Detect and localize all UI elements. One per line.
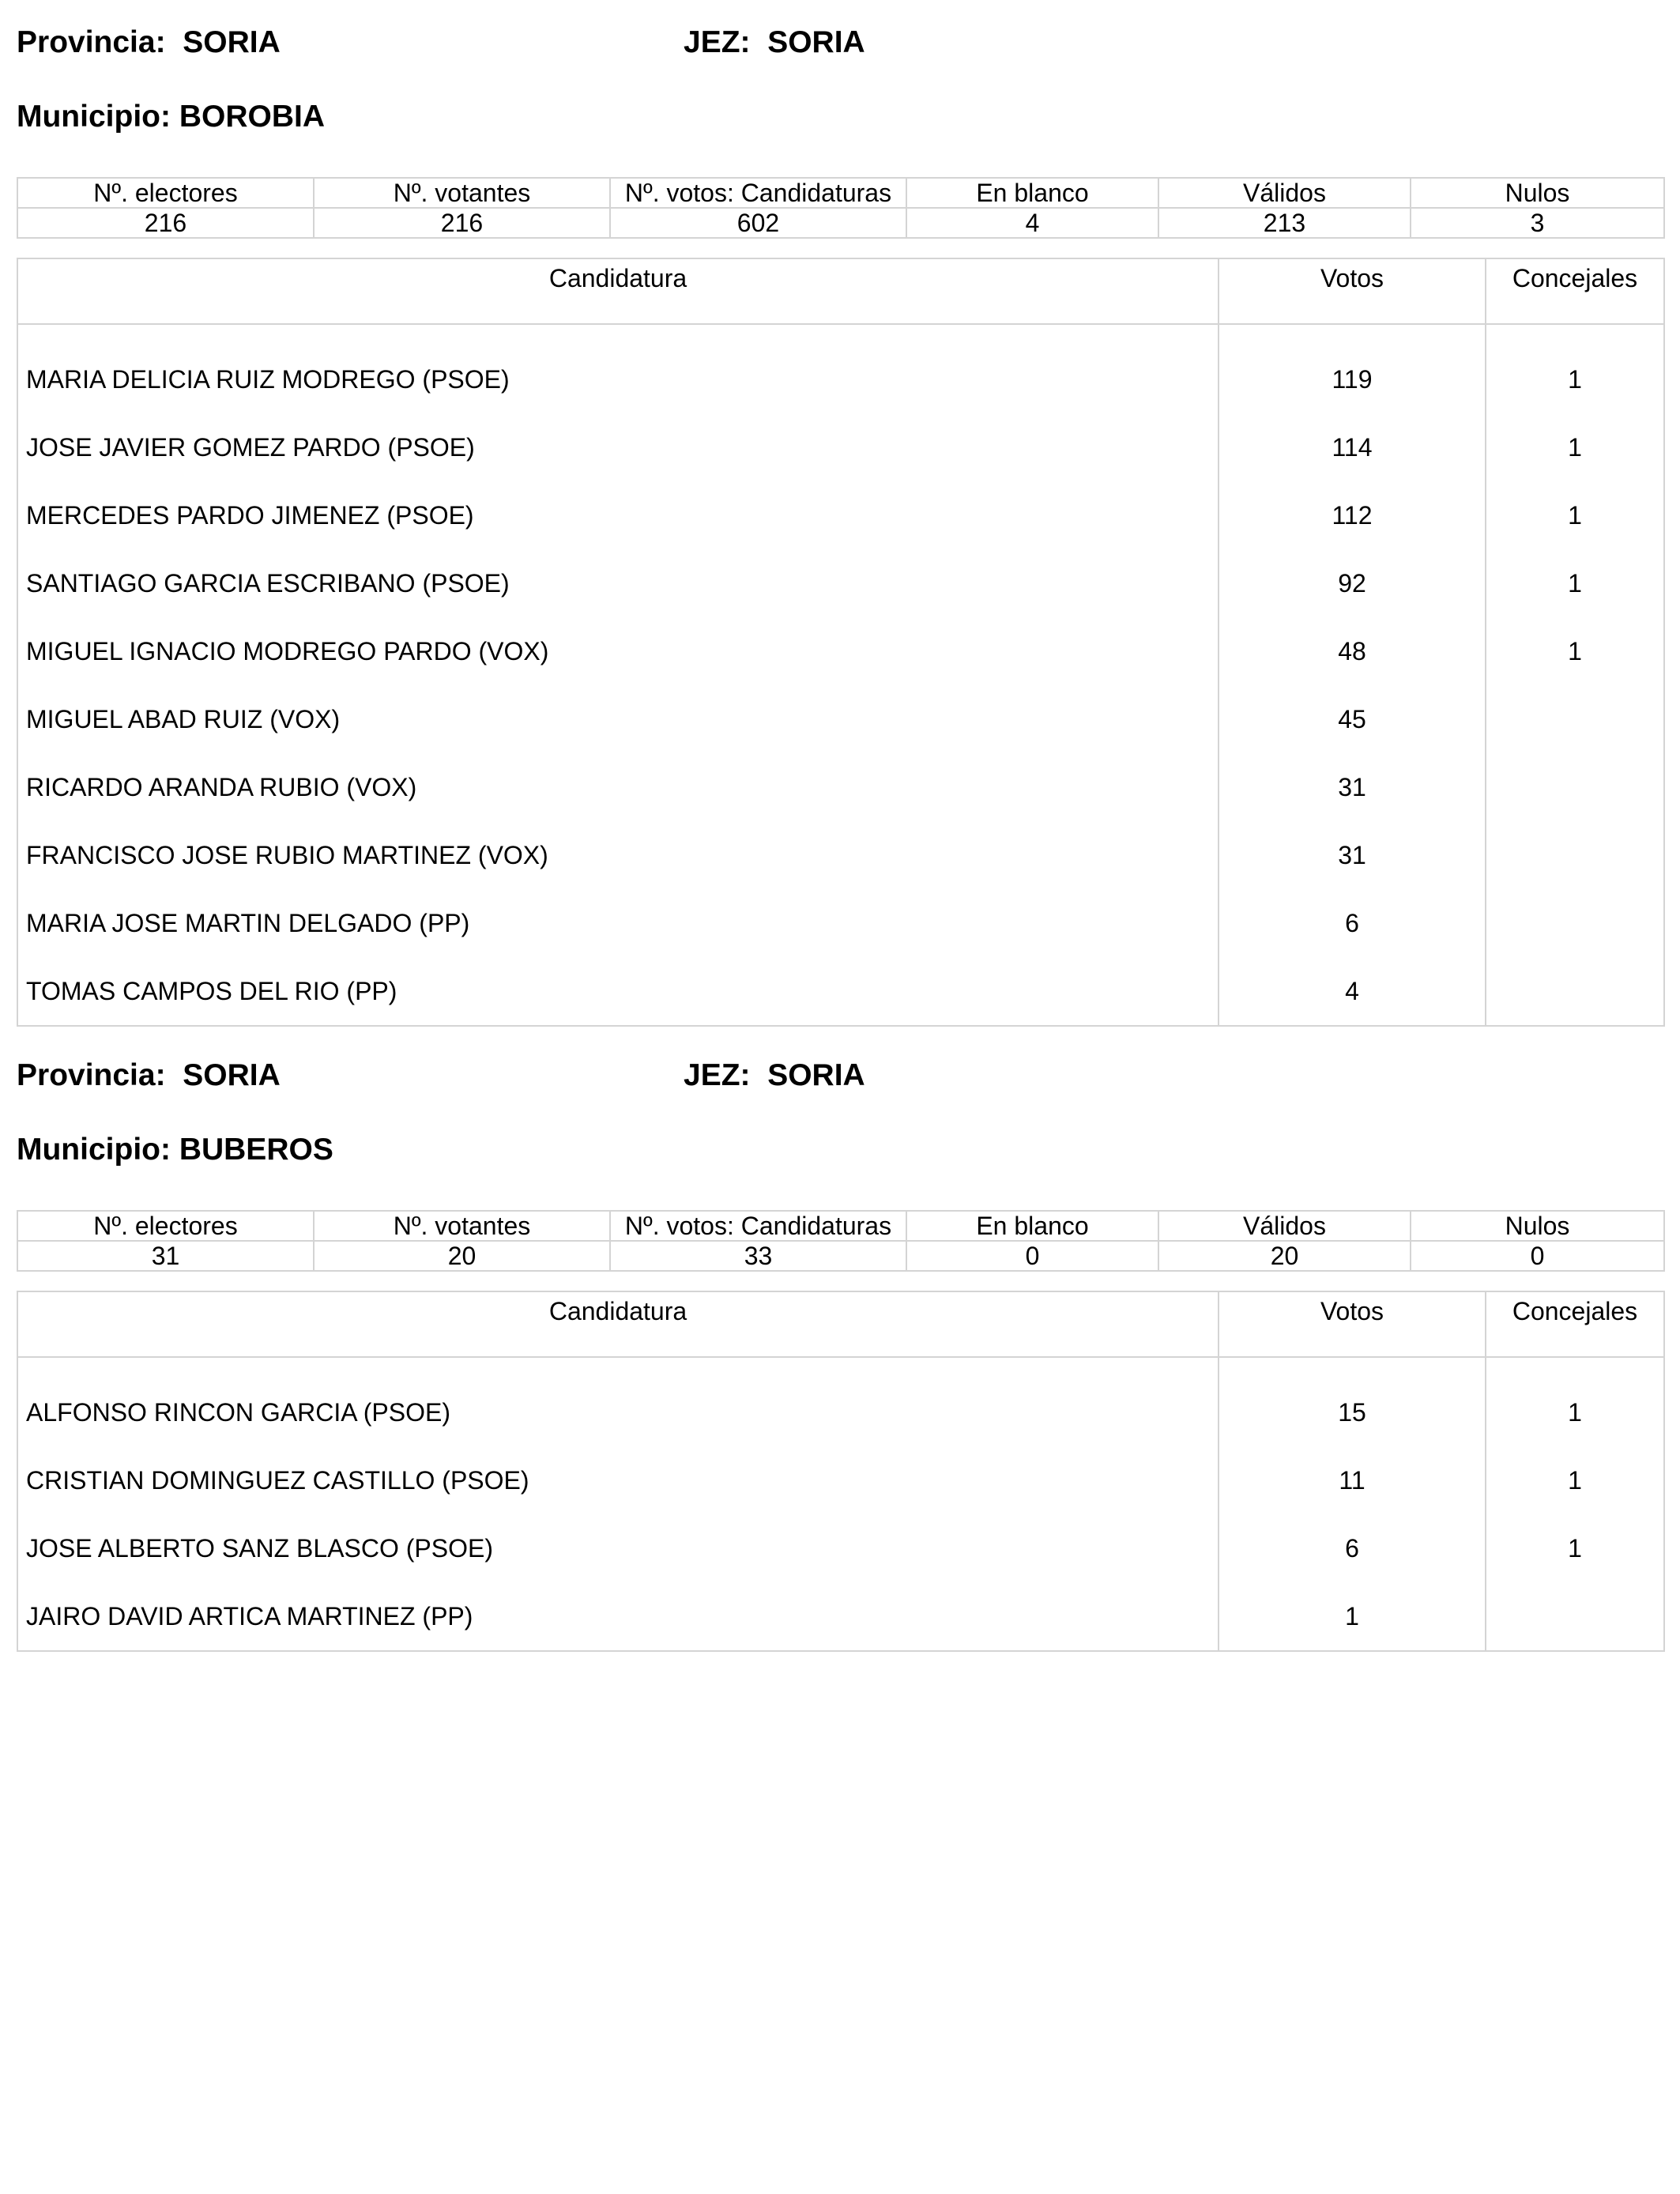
candidates-header-row xyxy=(17,1291,1664,1357)
candidate-concejales xyxy=(1486,1582,1664,1651)
stat-header-electores: Nº. electores xyxy=(17,178,314,208)
stat-value-validos: 20 xyxy=(1158,1241,1411,1271)
section-header xyxy=(17,25,1663,73)
stat-value-nulos: 3 xyxy=(1411,208,1664,238)
municipio-heading xyxy=(17,100,325,134)
table-row xyxy=(17,1582,1664,1651)
candidate-votos: 6 xyxy=(1219,889,1486,957)
stat-value-en-blanco: 0 xyxy=(906,1241,1158,1271)
candidate-concejales xyxy=(1486,889,1664,957)
municipio-label: Municipio: xyxy=(17,100,171,134)
candidate-votos: 45 xyxy=(1219,685,1486,753)
candidate-concejales: 1 xyxy=(1486,1357,1664,1446)
stat-header-votos-candidaturas: Nº. votos: Candidaturas xyxy=(610,1211,906,1241)
table-row xyxy=(17,481,1664,549)
candidate-concejales xyxy=(1486,753,1664,821)
candidate-votos: 92 xyxy=(1219,549,1486,617)
stat-value-votos-candidaturas: 33 xyxy=(610,1241,906,1271)
stats-value-row xyxy=(17,208,1664,238)
candidate-concejales xyxy=(1486,957,1664,1026)
stats-header-row xyxy=(17,178,1664,208)
stat-value-nulos: 0 xyxy=(1411,1241,1664,1271)
candidate-name: MIGUEL ABAD RUIZ (VOX) xyxy=(17,685,1219,753)
candidate-name: JAIRO DAVID ARTICA MARTINEZ (PP) xyxy=(17,1582,1219,1651)
table-row xyxy=(17,821,1664,889)
stats-table xyxy=(17,1210,1665,1272)
stat-header-en-blanco: En blanco xyxy=(906,178,1158,208)
candidate-concejales: 1 xyxy=(1486,617,1664,685)
candidate-votos: 6 xyxy=(1219,1514,1486,1582)
jez-value: SORIA xyxy=(767,1058,865,1092)
candidate-name: FRANCISCO JOSE RUBIO MARTINEZ (VOX) xyxy=(17,821,1219,889)
table-row xyxy=(17,753,1664,821)
candidate-name: MARIA DELICIA RUIZ MODREGO (PSOE) xyxy=(17,324,1219,413)
candidate-concejales: 1 xyxy=(1486,324,1664,413)
table-row xyxy=(17,549,1664,617)
stat-value-votos-candidaturas: 602 xyxy=(610,208,906,238)
stat-value-electores: 216 xyxy=(17,208,314,238)
candidate-concejales: 1 xyxy=(1486,1514,1664,1582)
candidate-name: ALFONSO RINCON GARCIA (PSOE) xyxy=(17,1357,1219,1446)
stat-header-nulos: Nulos xyxy=(1411,1211,1664,1241)
jez-heading xyxy=(684,1058,865,1093)
candidates-header-row xyxy=(17,258,1664,324)
stat-value-en-blanco: 4 xyxy=(906,208,1158,238)
col-header-concejales: Concejales xyxy=(1486,1291,1664,1357)
candidate-votos: 4 xyxy=(1219,957,1486,1026)
candidate-votos: 31 xyxy=(1219,753,1486,821)
stat-header-votantes: Nº. votantes xyxy=(314,178,610,208)
col-header-votos: Votos xyxy=(1219,258,1486,324)
candidate-name: JOSE JAVIER GOMEZ PARDO (PSOE) xyxy=(17,413,1219,481)
jez-value: SORIA xyxy=(767,25,865,59)
candidate-votos: 11 xyxy=(1219,1446,1486,1514)
provincia-heading xyxy=(17,1058,281,1093)
col-header-candidatura: Candidatura xyxy=(17,258,1219,324)
table-row xyxy=(17,957,1664,1026)
provincia-value: SORIA xyxy=(183,1058,281,1092)
candidate-name: MARIA JOSE MARTIN DELGADO (PP) xyxy=(17,889,1219,957)
candidate-name: MERCEDES PARDO JIMENEZ (PSOE) xyxy=(17,481,1219,549)
candidate-votos: 119 xyxy=(1219,324,1486,413)
col-header-concejales: Concejales xyxy=(1486,258,1664,324)
col-header-candidatura: Candidatura xyxy=(17,1291,1219,1357)
candidate-name: JOSE ALBERTO SANZ BLASCO (PSOE) xyxy=(17,1514,1219,1582)
jez-heading xyxy=(684,25,865,60)
provincia-label: Provincia: xyxy=(17,25,166,59)
table-row xyxy=(17,685,1664,753)
stat-header-votos-candidaturas: Nº. votos: Candidaturas xyxy=(610,178,906,208)
table-row xyxy=(17,1446,1664,1514)
stat-header-nulos: Nulos xyxy=(1411,178,1664,208)
provincia-value: SORIA xyxy=(183,25,281,59)
municipio-value: BUBEROS xyxy=(179,1133,333,1167)
candidate-name: CRISTIAN DOMINGUEZ CASTILLO (PSOE) xyxy=(17,1446,1219,1514)
candidate-name: MIGUEL IGNACIO MODREGO PARDO (VOX) xyxy=(17,617,1219,685)
table-row xyxy=(17,889,1664,957)
candidates-table xyxy=(17,258,1665,1027)
stats-value-row xyxy=(17,1241,1664,1271)
table-row xyxy=(17,1357,1664,1446)
section-header xyxy=(17,1058,1663,1106)
municipality-section-buberos xyxy=(17,1058,1663,1630)
stat-header-en-blanco: En blanco xyxy=(906,1211,1158,1241)
candidate-votos: 48 xyxy=(1219,617,1486,685)
candidate-concejales: 1 xyxy=(1486,549,1664,617)
table-row xyxy=(17,617,1664,685)
candidate-name: SANTIAGO GARCIA ESCRIBANO (PSOE) xyxy=(17,549,1219,617)
candidate-votos: 15 xyxy=(1219,1357,1486,1446)
candidate-concejales xyxy=(1486,685,1664,753)
provincia-heading xyxy=(17,25,281,60)
candidate-concejales xyxy=(1486,821,1664,889)
candidate-votos: 31 xyxy=(1219,821,1486,889)
jez-label: JEZ: xyxy=(684,25,751,59)
municipality-section-borobia xyxy=(17,25,1663,1005)
candidate-votos: 112 xyxy=(1219,481,1486,549)
candidate-concejales: 1 xyxy=(1486,413,1664,481)
stat-value-electores: 31 xyxy=(17,1241,314,1271)
candidate-concejales: 1 xyxy=(1486,1446,1664,1514)
stat-header-votantes: Nº. votantes xyxy=(314,1211,610,1241)
stats-table xyxy=(17,177,1665,239)
col-header-votos: Votos xyxy=(1219,1291,1486,1357)
table-row xyxy=(17,413,1664,481)
stat-header-validos: Válidos xyxy=(1158,1211,1411,1241)
stat-header-electores: Nº. electores xyxy=(17,1211,314,1241)
candidates-table xyxy=(17,1291,1665,1652)
provincia-label: Provincia: xyxy=(17,1058,166,1092)
candidate-concejales: 1 xyxy=(1486,481,1664,549)
table-row xyxy=(17,324,1664,413)
stat-header-validos: Válidos xyxy=(1158,178,1411,208)
jez-label: JEZ: xyxy=(684,1058,751,1092)
table-row xyxy=(17,1514,1664,1582)
candidate-votos: 1 xyxy=(1219,1582,1486,1651)
stat-value-votantes: 216 xyxy=(314,208,610,238)
municipio-heading xyxy=(17,1133,333,1167)
stat-value-validos: 213 xyxy=(1158,208,1411,238)
municipio-value: BOROBIA xyxy=(179,100,325,134)
candidate-name: RICARDO ARANDA RUBIO (VOX) xyxy=(17,753,1219,821)
municipio-label: Municipio: xyxy=(17,1133,171,1167)
candidate-name: TOMAS CAMPOS DEL RIO (PP) xyxy=(17,957,1219,1026)
candidate-votos: 114 xyxy=(1219,413,1486,481)
stats-header-row xyxy=(17,1211,1664,1241)
stat-value-votantes: 20 xyxy=(314,1241,610,1271)
